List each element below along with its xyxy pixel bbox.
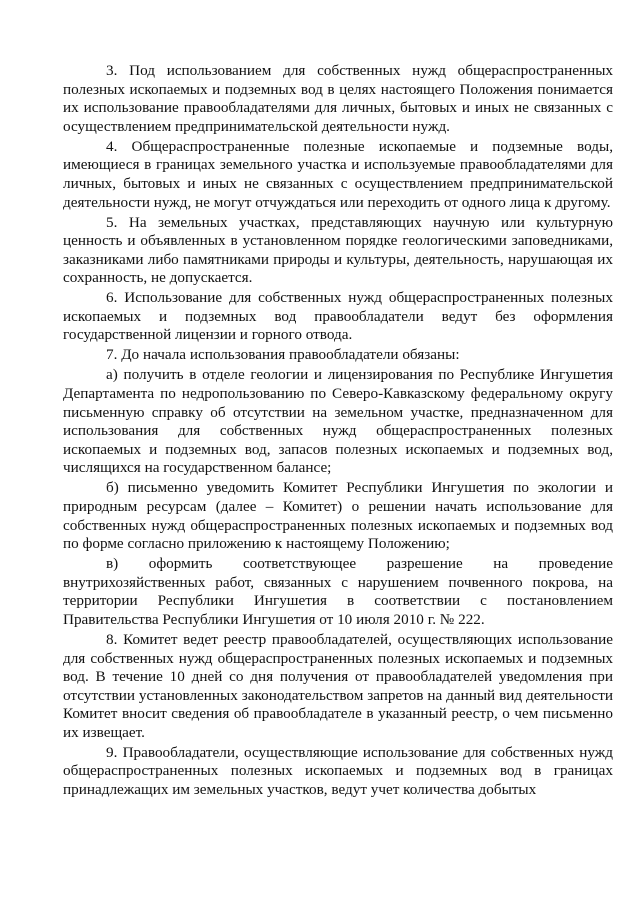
document-body [63, 62, 613, 801]
paragraph-7v: в) оформить соответствующее разрешение на проведение внутрихозяйственных работ, связанных с нарушением почвенного покрова, на территории Республики Ингушетия в соответствии с постановлением Правительства Республики Ингушетия от 10 июля 2010 г. № 222. [63, 555, 613, 628]
paragraph-8: 8. Комитет ведет реестр правообладателей, осуществляющих использование для собственных нужд общераспространенных полезных ископаемых и подземных вод. В течение 10 дней со дня получения от правообладателей уведомления при отсутствии установленных законодательством запретов на данный вид деятельности Комитет вносит сведения об правообладателе в указанный реестр, о чем письменно их извещает. [63, 630, 613, 741]
paragraph-9: 9. Правообладатели, осуществляющие использование для собственных нужд общераспространенных полезных ископаемых и подземных вод в границах принадлежащих им земельных участков, ведут учет количества добытых [63, 743, 613, 799]
paragraph-7a: а) получить в отделе геологии и лицензирования по Республике Ингушетия Департамента по недропользованию по Северо-Кавказскому федеральному округу письменную справку об отсутствии на земельном участке, предназначенном для использования для собственных нужд общераспространенных полезных ископаемых и подземных вод, запасов полезных ископаемых и подземных вод, числящихся на государственном балансе; [63, 366, 613, 477]
paragraph-7: 7. До начала использования правообладатели обязаны: [106, 346, 460, 364]
paragraph-3: 3. Под использованием для собственных нужд общераспространенных полезных ископаемых и подземных вод в целях настоящего Положения понимается их использование правообладателями для личных, бытовых и иных не связанных с осуществлением предпринимательской деятельности нужд. [63, 62, 613, 135]
paragraph-6: 6. Использование для собственных нужд общераспространенных полезных ископаемых и подземных вод правообладатели ведут без оформления государственной лицензии и горного отвода. [63, 289, 613, 344]
paragraph-7b: б) письменно уведомить Комитет Республики Ингушетия по экологии и природным ресурсам (далее – Комитет) о решении начать использование для собственных нужд общераспространенных полезных ископаемых и подземных вод по форме согласно приложению к настоящему Положению; [63, 479, 613, 553]
paragraph-4: 4. Общераспространенные полезные ископаемые и подземные воды, имеющиеся в границах земельного участка и используемые правообладателями для личных, бытовых и иных не связанных с осуществлением предпринимательской деятельности нужд, не могут отчуждаться или переходить от одного лица к другому. [63, 137, 613, 211]
paragraph-5: 5. На земельных участках, представляющих научную или культурную ценность и объявленных в установленном порядке геологическими заповедниками, заказниками либо памятниками природы и культуры, деятельность, нарушающая их сохранность, не допускается. [63, 213, 613, 287]
